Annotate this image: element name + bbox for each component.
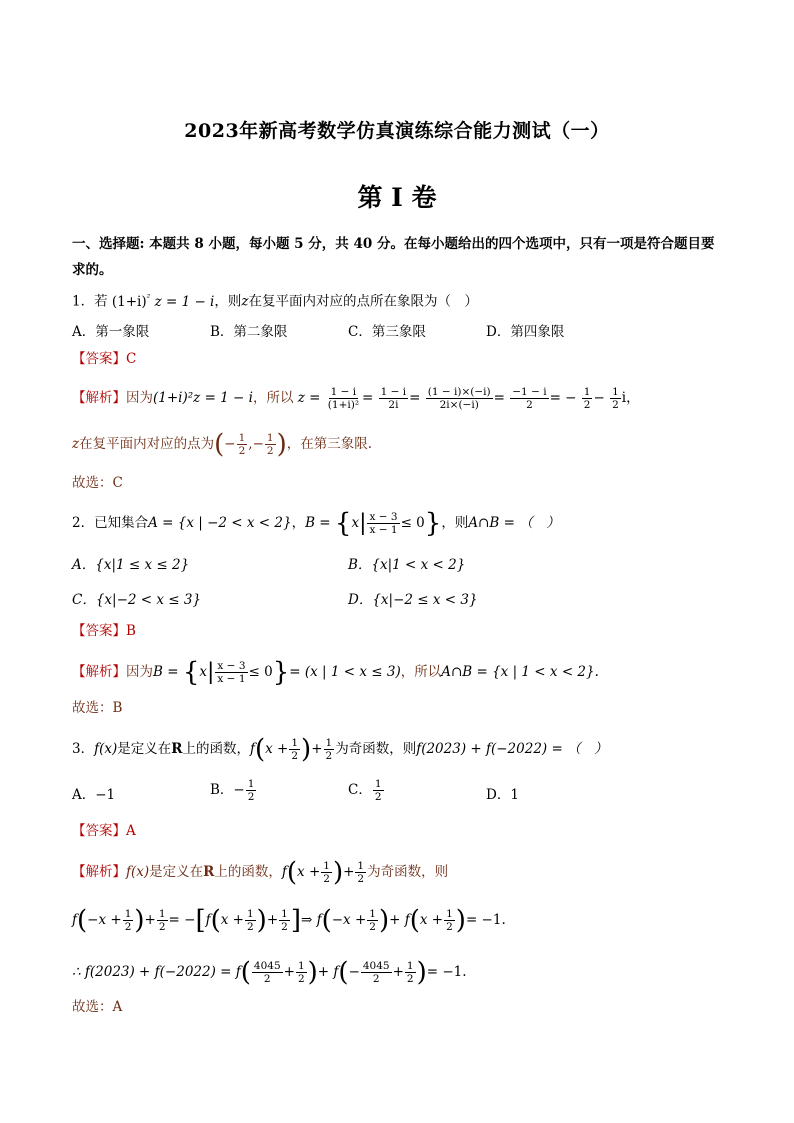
- q1-pt-frac-1: [237, 432, 248, 457]
- q1-frac-1: [326, 386, 361, 411]
- q3-analysis-half-1: [321, 860, 332, 885]
- q3-l2-half-4: [279, 908, 290, 933]
- q3-option-b-label: B．−: [210, 782, 245, 798]
- q3-l3-frac-2-den: 2: [372, 973, 380, 985]
- q3-analysis-half-2: [355, 860, 366, 885]
- q3-l3-half-2-num: 1: [406, 960, 414, 972]
- q3-l2-half-6-den: 2: [446, 921, 453, 933]
- q2-option-c: C．{x|−2 < x ≤ 3}: [72, 592, 202, 608]
- q3-option-c-frac: [373, 778, 384, 803]
- page-title: 2023年新高考数学仿真演练综合能力测试（一）: [184, 120, 610, 142]
- q1-prefix: 若: [94, 293, 108, 310]
- q2-stem-d: A∩B = （ ）: [468, 515, 560, 531]
- q3-stem-d: f(2023) + f(−2022) = （ ）: [416, 741, 608, 757]
- q3-l3-result: = −1.: [426, 964, 467, 980]
- q3-option-b-frac: [246, 778, 257, 803]
- q1-stem: [72, 289, 478, 311]
- q1-analysis-label: 【解析】: [72, 390, 126, 406]
- q3-analysis-half-1-den: 2: [323, 873, 330, 885]
- q3-l2-f: f: [72, 912, 77, 928]
- q1-frac-4-den: 2: [526, 399, 533, 411]
- q1-conclusion-label: 故选：: [72, 475, 113, 491]
- q3-l2-half-5-num: 1: [369, 908, 376, 920]
- q1-i-end: i，: [621, 390, 640, 406]
- q1-analysis-line2: z在复平面内对应的点为(− $\frac{1}{2}$ ,− $\frac{1}{2}$ )，在第三象限.: [72, 429, 373, 460]
- q1-frac-2: [379, 386, 409, 411]
- q3-analysis-half-2-den: 2: [357, 873, 365, 885]
- q1-pt-frac-2: [265, 432, 276, 457]
- q3-l3-half-1-num: 1: [297, 960, 305, 972]
- q1-expr-b: ²: [146, 293, 151, 303]
- q2-analysis: 【解析】因为B = {x| $\frac{x - 3}{x - 1}$ ≤ 0}= (x | 1 < x ≤ 3)，所以A∩B = {x | 1 < x < 2}.: [72, 657, 599, 688]
- q1-conclusion: [72, 474, 123, 492]
- q3-analysis-label: 【解析】: [72, 864, 126, 880]
- q3-option-c-label: C．: [348, 782, 372, 798]
- q3-half-1-den: 2: [291, 750, 299, 762]
- volume-heading: 第 I 卷: [357, 183, 437, 212]
- q2-analysis-frac: [215, 660, 247, 685]
- q2-set-b-x: x: [351, 515, 360, 531]
- q3-half-1: [289, 737, 300, 762]
- q3-l2-half-4-num: 1: [281, 908, 288, 920]
- q3-half-2-den: 2: [325, 750, 333, 762]
- q3-answer: [72, 822, 136, 840]
- q1-frac-3-den: 2i×(−i): [439, 399, 479, 411]
- q2-analysis-c: ≤ 0: [248, 664, 273, 680]
- q3-option-c-num: 1: [374, 778, 382, 790]
- q3-l2-half-3: [245, 908, 256, 933]
- q1-stem-d: ，则: [214, 293, 242, 310]
- q3-option-b-num: 1: [247, 778, 255, 790]
- q1-line2-c: ，在第三象限.: [286, 436, 373, 452]
- q1-answer: [72, 350, 136, 368]
- q3-l3-minus: −: [348, 964, 360, 980]
- q3-l3-frac-1-num: 4045: [253, 960, 281, 972]
- q3-l3-half-2: [405, 960, 416, 985]
- q3-l2-result: = −1.: [465, 912, 506, 928]
- q3-l3-plus-1: +: [283, 964, 295, 980]
- q3-l3-plus-f: + f: [317, 964, 339, 980]
- q3-l2-half-1-num: 1: [124, 908, 132, 920]
- q3-l2-half-6-num: 1: [446, 908, 453, 920]
- q3-l2-eq-neg: = −: [168, 912, 196, 928]
- q3-l3-half-1: [296, 960, 307, 985]
- q3-option-c: [348, 778, 385, 803]
- q3-analysis-f: f: [281, 864, 287, 880]
- q1-frac-1-den: (1+i)²: [327, 399, 360, 411]
- q1-frac-5-num: 1: [583, 386, 591, 398]
- q1-answer-label: 【答案】: [72, 351, 126, 367]
- q2-analysis-label: 【解析】: [72, 664, 126, 680]
- q2-answer-value: B: [126, 623, 136, 639]
- q2-stem-b: ，: [291, 515, 306, 531]
- q3-l3-frac-1: [252, 960, 283, 985]
- q2-analysis-x: x: [199, 664, 207, 680]
- q2-analysis-e: ，所以: [400, 664, 442, 680]
- q1-frac-5: [582, 386, 593, 411]
- q3-analysis-half-1-num: 1: [323, 860, 330, 872]
- q2-answer-label: 【答案】: [72, 623, 126, 639]
- q1-frac-6-num: 1: [612, 386, 619, 398]
- q3-half-2: [324, 737, 335, 762]
- q3-analysis-b: 上的函数，: [214, 864, 282, 880]
- q2-analysis-d: = (x | 1 < x ≤ 3): [289, 664, 401, 680]
- q2-analysis-b: B =: [153, 664, 183, 680]
- q1-frac-6-den: 2: [612, 399, 619, 411]
- q1-option-c: C．第三象限: [348, 324, 426, 340]
- q3-option-b: [210, 778, 257, 803]
- q2-number: 2．: [72, 515, 95, 531]
- q3-conclusion-value: A: [112, 999, 123, 1015]
- q3-l2-half-3-num: 1: [246, 908, 254, 920]
- q2-set-b-frac-num: x − 3: [369, 511, 398, 523]
- q3-l2-half-2-den: 2: [158, 921, 166, 933]
- q3-analysis-x-plus: x +: [297, 864, 321, 880]
- q1-eq-tail: = −: [549, 390, 577, 406]
- q3-l2-f-2: f: [205, 912, 211, 928]
- q1-frac-4: [510, 386, 548, 411]
- q3-l2-half-5: [367, 908, 378, 933]
- q3-option-a: A．−1: [72, 787, 116, 803]
- q3-l2-half-5-den: 2: [369, 921, 376, 933]
- q3-l2-negx: −x +: [87, 912, 122, 928]
- q3-f: f: [249, 741, 255, 757]
- q3-answer-label: 【答案】: [72, 823, 126, 839]
- q1-frac-2-num: 1 − i: [380, 386, 407, 398]
- q1-pt-frac-2-den: 2: [266, 445, 274, 457]
- q2-stem-a: 已知集合: [94, 515, 149, 531]
- q1-frac-3-num: (1 − i)×(−i): [427, 386, 491, 398]
- q1-analysis-a: 因为: [126, 390, 153, 406]
- q3-fx: f(x): [94, 741, 118, 757]
- q3-analysis-fx: f(x): [126, 864, 150, 880]
- q3-half-2-num: 1: [325, 737, 333, 749]
- q3-plus: +: [311, 741, 323, 757]
- q3-option-d: D．1: [486, 787, 519, 803]
- q3-option-c-den: 2: [374, 791, 382, 803]
- q1-frac-6: [610, 386, 621, 411]
- q2-set-a: A = {x | −2 < x < 2}: [148, 515, 292, 531]
- q2-stem: 2．已知集合A = {x | −2 < x < 2}，B = {x| $\frac{x - 3}{x - 1}$ ≤ 0}，则A∩B = （ ）: [72, 508, 560, 539]
- q3-analysis-half-2-num: 1: [357, 860, 365, 872]
- q3-l3-half-2-den: 2: [406, 973, 414, 985]
- q3-answer-value: A: [126, 823, 136, 839]
- q1-expr-a: (1+i): [111, 293, 147, 310]
- q1-analysis-c: ，所以: [252, 390, 294, 406]
- q2-option-b: B．{x|1 < x < 2}: [348, 557, 466, 573]
- q2-set-b-frac-den: x − 1: [369, 524, 398, 536]
- q3-l3-plus-2: +: [392, 964, 404, 980]
- q3-l2-half-2-num: 1: [158, 908, 166, 920]
- q1-frac-2-den: 2i: [388, 399, 399, 411]
- q1-minus: −: [593, 390, 605, 406]
- q1-frac-4-num: −1 − i: [512, 386, 547, 398]
- q3-l2-half-3-den: 2: [246, 921, 254, 933]
- q3-l2-half-2: [157, 908, 168, 933]
- q2-analysis-a: 因为: [126, 664, 153, 680]
- q3-stem-a: 是定义在: [117, 741, 172, 757]
- q3-l2-implies: ⇒ f: [300, 912, 322, 928]
- q3-l3-frac-1-den: 2: [263, 973, 271, 985]
- q2-option-a: A．{x|1 ≤ x ≤ 2}: [72, 557, 190, 573]
- q1-z-eq: z =: [297, 390, 321, 406]
- q2-set-b-pre: B =: [305, 515, 335, 531]
- q3-analysis-c: 为奇函数，则: [367, 864, 449, 880]
- q2-conclusion-label: 故选：: [72, 700, 113, 716]
- q3-l3-half-1-den: 2: [297, 973, 305, 985]
- q3-l2-plus-2: +: [266, 912, 279, 928]
- q3-half-1-num: 1: [291, 737, 299, 749]
- q1-line2-z: z: [72, 436, 80, 452]
- q1-number: 1．: [72, 293, 95, 310]
- q1-frac-5-den: 2: [583, 399, 591, 411]
- q3-stem-c: 为奇函数，则: [335, 741, 417, 757]
- q1-line2-b: 在复平面内对应的点为: [79, 436, 215, 452]
- q3-conclusion-label: 故选：: [72, 999, 113, 1015]
- q1-analysis-b: (1+i)²z = 1 − i: [153, 390, 253, 406]
- q2-answer: [72, 622, 136, 640]
- q3-analysis-line2: f(−x + $\frac{1}{2}$ )+ $\frac{1}{2}$ = −[f(x + $\frac{1}{2}$ )+ $\frac{1}{2}$ ]⇒ f(−x + $\frac{1}{2}$ )+ f(x + $\frac{1}{2}$ )= −1.: [72, 905, 506, 936]
- q1-answer-value: C: [126, 351, 137, 367]
- q3-conclusion: [72, 998, 122, 1016]
- q3-l2-xplus: x +: [220, 912, 244, 928]
- q2-option-d: D．{x|−2 ≤ x < 3}: [348, 592, 478, 608]
- q3-l3-a: ∴ f(2023) + f(−2022) = f: [72, 964, 241, 980]
- q3-l3-frac-2: [361, 960, 392, 985]
- q1-frac-3: [426, 386, 493, 411]
- q1-pt-frac-1-num: 1: [238, 432, 246, 444]
- q3-option-b-den: 2: [247, 791, 255, 803]
- q3-l3-frac-2-num: 4045: [362, 960, 390, 972]
- q3-analysis-R: R: [203, 864, 215, 880]
- q3-l2-half-1: [123, 908, 134, 933]
- q2-analysis-frac-den: x − 1: [217, 673, 246, 685]
- q1-pt-minus: −: [224, 436, 236, 452]
- q2-set-b-frac: [367, 511, 399, 536]
- q3-l2-half-4-den: 2: [281, 921, 288, 933]
- q3-x-plus: x +: [265, 741, 289, 757]
- q1-option-b: B．第二象限: [210, 324, 288, 340]
- q2-set-b-post: ≤ 0: [400, 515, 425, 531]
- q1-pt-frac-1-den: 2: [238, 445, 246, 457]
- q1-expr-c: z = 1 − i: [154, 293, 215, 310]
- q2-analysis-f: A∩B = {x | 1 < x < 2}.: [441, 664, 599, 680]
- q3-stem: 3．f(x)是定义在R上的函数，f(x + $\frac{1}{2}$ )+ $\frac{1}{2}$ 为奇函数，则f(2023) + f(−2022) = （ ）: [72, 734, 608, 765]
- q3-analysis-line3: ∴ f(2023) + f(−2022) = f( $\frac{4045}{2}$ + $\frac{1}{2}$ )+ f(− $\frac{4045}{2}$ + $\frac{1}{2}$ )= −1.: [72, 957, 467, 988]
- q3-l2-plus-f: + f: [389, 912, 410, 928]
- section-instruction: 一、选择题: 本题共 8 小题，每小题 5 分，共 40 分。在每小题给出的四个选项中，只有一项是符合题目要求的。: [72, 236, 715, 278]
- q3-analysis-plus: +: [343, 864, 355, 880]
- q3-l2-negx-2: −x +: [331, 912, 367, 928]
- q1-pt-frac-2-num: 1: [266, 432, 274, 444]
- q3-l2-half-6: [444, 908, 455, 933]
- q3-l2-plus-1: +: [144, 912, 156, 928]
- q3-analysis-line1: 【解析】f(x)是定义在R上的函数，f(x + $\frac{1}{2}$ )+ $\frac{1}{2}$ 为奇函数，则: [72, 857, 449, 888]
- q2-stem-c: ，则: [441, 515, 469, 531]
- q1-var-z: z: [241, 293, 249, 310]
- q3-stem-b: 上的函数，: [182, 741, 250, 757]
- q2-analysis-frac-num: x − 3: [217, 660, 246, 672]
- q2-conclusion-value: B: [112, 700, 123, 716]
- q2-conclusion: [72, 699, 122, 717]
- q1-conclusion-value: C: [112, 475, 123, 491]
- q1-option-d: D．第四象限: [486, 324, 565, 340]
- q3-l2-xplus-2: x +: [419, 912, 444, 928]
- q1-option-a: A．第一象限: [72, 324, 150, 340]
- q3-R: R: [171, 741, 183, 757]
- q1-stem-f: 在复平面内对应的点所在象限为（ ）: [248, 293, 478, 310]
- q1-pt-sep: ,−: [248, 436, 264, 452]
- q3-number: 3．: [72, 741, 95, 757]
- q1-frac-1-num: 1 − i: [330, 386, 357, 398]
- q1-analysis-line1: 【解析】因为(1+i)²z = 1 − i，所以 z = $\frac{1 - i}{\text{(1+i)²}}$ = $\frac{1 - i}{2i}$ = $\frac{(1 - i)\times(-i)}{2i\times(-i)}$ = $\frac{-1 - i}{2}$ = − $\frac{1}{2}$ − $\frac{1}{2}$ i，: [72, 386, 640, 411]
- q3-l2-half-1-den: 2: [124, 921, 132, 933]
- q3-analysis-a: 是定义在: [149, 864, 204, 880]
